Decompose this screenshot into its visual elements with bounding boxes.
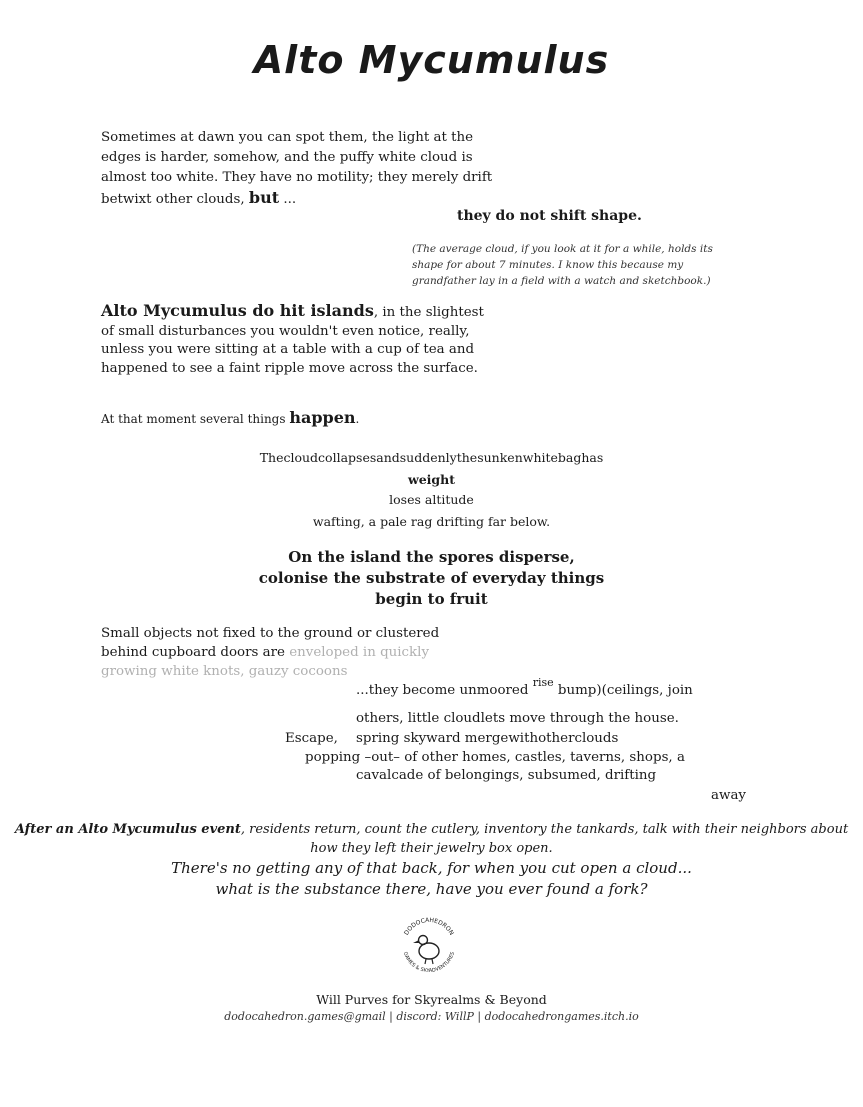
intro-ellipsis: ... [283, 192, 297, 207]
spores-line-3: begin to fruit [375, 590, 488, 608]
page-title: Alto Mycumulus [253, 38, 610, 82]
scatter-line-1 [356, 676, 693, 698]
logo-top-text: DODOCAHEDRON [403, 916, 455, 937]
happen-line [101, 408, 359, 427]
islands-lead: Alto Mycumulus do hit islands [101, 301, 374, 320]
scatter-line-1-a: ...they become unmoored [356, 683, 529, 698]
happen-text: At that moment several things [101, 412, 286, 426]
after-rest: , residents return, count the cutlery, inventory the tankards, talk with their neighbors about how they left their jewelry box open. [240, 822, 849, 856]
collapse-line-1: Thecloudcollapsesandsuddenlythesunkenwhitebaghas [259, 450, 604, 465]
collapse-line-3: loses altitude [389, 492, 474, 507]
scatter-line-3: spring skyward mergewithotherclouds [356, 731, 619, 746]
closing-line-1: There's no getting any of that back, for when you cut open a cloud... [171, 859, 692, 877]
closing-lines [0, 858, 863, 900]
spores-block [0, 547, 863, 610]
happen-end: . [355, 412, 360, 426]
collapse-line-2: weight [407, 472, 456, 487]
spores-line-2: colonise the substrate of everyday things [258, 569, 605, 587]
scatter-line-2: others, little cloudlets move through the house. [356, 711, 679, 726]
islands-rest: , in the slightest of small disturbances you wouldn't even notice, really, unless you were sitting at a table with a cup of tea and happened to see a faint ripple move across the surface. [101, 305, 484, 376]
shift-line: they do not shift shape. [457, 208, 642, 224]
aside-note: (The average cloud, if you look at it for a while, holds its shape for about 7 minutes. I know this because my grandfather lay in a field with a watch and sketchbook.) [412, 243, 713, 287]
dodo-bird-icon [396, 913, 462, 979]
scatter-line-1-b: bump)(ceilings, join [557, 683, 693, 698]
spores-line-1: On the island the spores disperse, [288, 548, 575, 566]
svg-text:DODOCAHEDRON [403, 917, 455, 937]
logo-bottom-text: GAMES & SKYADVENTURES [401, 951, 457, 975]
scatter-line-5: cavalcade of belongings, subsumed, drifting [356, 768, 657, 783]
intro-paragraph [101, 128, 511, 210]
scatter-away: away [711, 788, 746, 803]
objects-faded-text: enveloped in quickly growing white knots, gauzy cocoons [101, 645, 430, 679]
intro-emphasis: but [248, 188, 280, 207]
objects-text: Small objects not fixed to the ground or clustered behind cupboard doors are [101, 626, 440, 660]
author-credit: Will Purves for Skyrealms & Beyond [316, 992, 547, 1007]
closing-line-2: what is the substance there, have you ever found a fork? [215, 880, 648, 898]
objects-paragraph [101, 624, 481, 681]
contact-line: dodocahedron.games@gmail | discord: WillP | dodocahedrongames.itch.io [224, 1010, 639, 1023]
happen-emphasis: happen [289, 408, 356, 427]
scatter-escape: Escape, [285, 731, 338, 746]
after-lead: After an Alto Mycumulus event [14, 822, 241, 837]
collapse-line-4: wafting, a pale rag drifting far below. [312, 514, 551, 529]
scatter-popping: popping –out– of other homes, castles, taverns, shops, a [305, 750, 685, 765]
intro-text: Sometimes at dawn you can spot them, the light at the edges is harder, somehow, and the puffy white cloud is almost too white. They have no motility; they merely drift betwixt other clouds, [101, 130, 493, 207]
after-paragraph [0, 820, 863, 858]
islands-paragraph [101, 302, 496, 378]
scatter-rise: rise [532, 676, 554, 689]
svg-text:GAMES & SKYADVENTURES [402, 951, 456, 974]
